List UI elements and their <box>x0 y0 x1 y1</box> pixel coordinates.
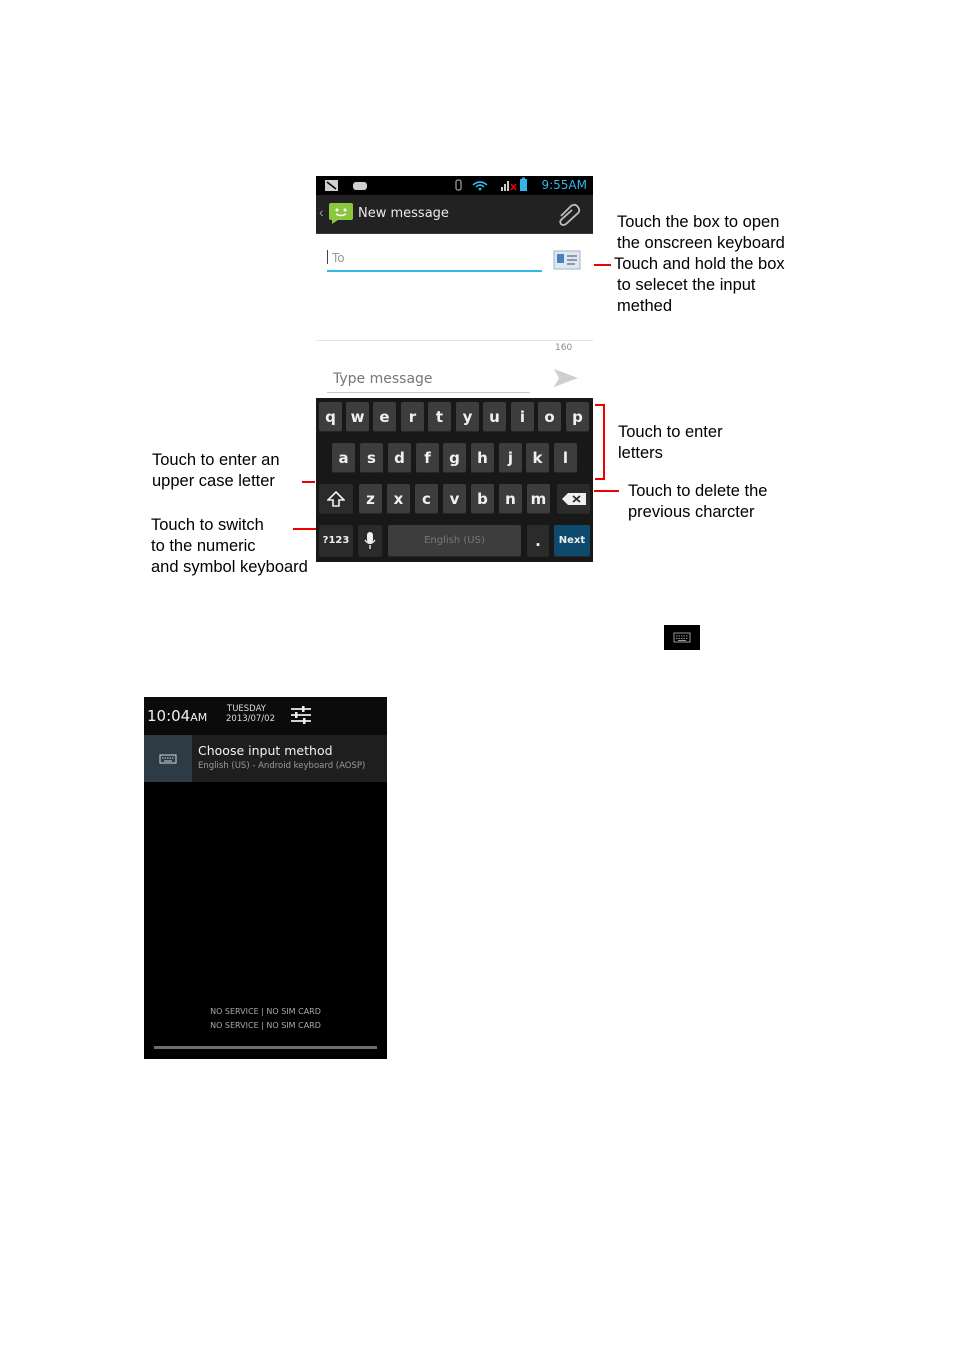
key-u[interactable]: u <box>483 402 506 432</box>
key-d[interactable]: d <box>388 443 411 473</box>
onscreen-keyboard <box>316 398 593 562</box>
input-method-notification[interactable] <box>144 735 387 782</box>
shade-time <box>147 707 207 725</box>
annotation-text: Touch to switch <box>151 516 264 534</box>
key-i[interactable]: i <box>511 402 534 432</box>
keyboard-icon <box>664 625 700 650</box>
key-o[interactable]: o <box>538 402 561 432</box>
key-l[interactable]: l <box>554 443 577 473</box>
annotation-text: Touch the box to open <box>617 213 780 231</box>
annotation-to-box <box>614 212 785 317</box>
microphone-icon <box>364 532 376 550</box>
key-h[interactable]: h <box>471 443 494 473</box>
attach-icon[interactable] <box>556 202 582 226</box>
annotation-text: to the numeric <box>151 537 256 555</box>
key-b[interactable]: b <box>471 484 494 514</box>
status-bar <box>316 176 593 195</box>
annotation-text: Touch and hold the box <box>614 255 785 273</box>
annotation-text: methed <box>617 297 673 315</box>
key-e[interactable]: e <box>373 402 396 432</box>
annotation-letters <box>618 422 723 464</box>
signal-battery-icons <box>451 176 541 195</box>
carrier-status-2: NO SERVICE | NO SIM CARD <box>210 1021 321 1030</box>
annotation-delete <box>628 481 767 523</box>
key-v[interactable]: v <box>443 484 466 514</box>
key-m[interactable]: m <box>527 484 550 514</box>
key-j[interactable]: j <box>499 443 522 473</box>
app-title: New message <box>358 206 449 221</box>
annotation-text: Touch to enter an <box>152 451 280 469</box>
annotation-switch <box>151 515 308 578</box>
annotation-line-box <box>594 264 611 266</box>
send-icon[interactable] <box>552 367 580 389</box>
messaging-app-icon[interactable] <box>328 202 354 224</box>
annotation-line-delete <box>594 490 619 492</box>
messaging-screenshot <box>316 176 593 562</box>
annotation-text: to selecet the input <box>617 276 756 294</box>
action-bar <box>316 195 593 234</box>
key-a[interactable]: a <box>332 443 355 473</box>
annotation-upper-case <box>152 450 280 492</box>
message-placeholder: Type message <box>333 371 433 387</box>
shade-drag-handle[interactable] <box>154 1046 377 1049</box>
key-r[interactable]: r <box>401 402 424 432</box>
carrier-status-1: NO SERVICE | NO SIM CARD <box>210 1007 321 1016</box>
shade-time-ampm: AM <box>190 711 208 724</box>
settings-sliders-icon[interactable] <box>290 705 312 725</box>
annotation-text: Touch to enter <box>618 423 723 441</box>
key-t[interactable]: t <box>428 402 451 432</box>
shade-date-value: 2013/07/02 <box>226 714 275 724</box>
annotation-text: and symbol keyboard <box>151 558 308 576</box>
to-recipient-field[interactable] <box>327 246 542 272</box>
key-q[interactable]: q <box>319 402 342 432</box>
annotation-text: upper case letter <box>152 472 275 490</box>
annotation-text: Touch to delete the <box>628 482 768 500</box>
notification-shade-screenshot <box>144 697 387 1059</box>
back-chevron-icon[interactable]: ‹ <box>319 204 324 220</box>
annotation-text: the onscreen keyboard <box>617 234 785 252</box>
status-left-icons <box>324 176 384 195</box>
key-f[interactable]: f <box>416 443 439 473</box>
space-key[interactable]: English (US) <box>388 525 521 557</box>
notification-title: Choose input method <box>198 743 333 758</box>
next-key[interactable]: Next <box>554 525 590 557</box>
annotation-bracket-letters-bottom <box>595 478 605 480</box>
backspace-icon <box>561 492 587 506</box>
key-x[interactable]: x <box>387 484 410 514</box>
notification-keyboard-icon <box>144 735 192 782</box>
key-n[interactable]: n <box>499 484 522 514</box>
shade-day: TUESDAY <box>227 704 266 714</box>
annotation-text: previous charcter <box>628 503 755 521</box>
status-time: 9:55AM <box>541 178 587 192</box>
contact-picker-icon[interactable] <box>553 250 581 270</box>
character-counter: 160 <box>555 343 573 353</box>
delete-key[interactable] <box>557 484 590 514</box>
annotation-text: letters <box>618 444 663 462</box>
key-w[interactable]: w <box>346 402 369 432</box>
notification-subtitle: English (US) - Android keyboard (AOSP) <box>198 761 366 771</box>
key-y[interactable]: y <box>456 402 479 432</box>
period-key[interactable]: . <box>527 525 549 557</box>
key-z[interactable]: z <box>359 484 382 514</box>
text-cursor <box>327 250 328 264</box>
annotation-line-shift <box>302 481 315 483</box>
compose-divider <box>316 340 593 341</box>
key-s[interactable]: s <box>360 443 383 473</box>
voice-key[interactable] <box>358 525 382 557</box>
shift-key[interactable] <box>319 484 353 514</box>
message-input[interactable] <box>327 366 530 393</box>
key-k[interactable]: k <box>526 443 549 473</box>
shift-icon <box>327 491 345 507</box>
shade-header <box>144 697 387 735</box>
key-g[interactable]: g <box>443 443 466 473</box>
annotation-bracket-letters-vertical <box>603 404 605 480</box>
symbols-key[interactable]: ?123 <box>319 525 353 557</box>
shade-date <box>226 704 275 724</box>
to-placeholder: To <box>332 251 345 265</box>
key-c[interactable]: c <box>415 484 438 514</box>
key-p[interactable]: p <box>566 402 589 432</box>
shade-time-digits: 10:04 <box>147 707 191 725</box>
